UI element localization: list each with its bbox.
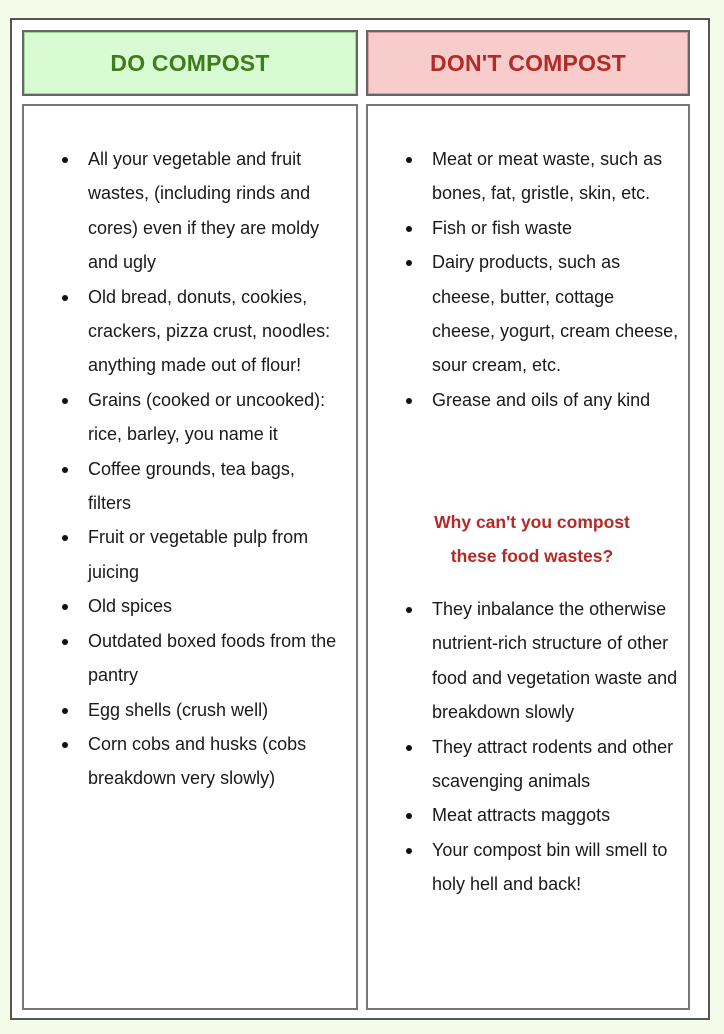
list-item xyxy=(432,245,682,383)
list-item-text: Your compost bin will smell to holy hell and back! xyxy=(432,839,668,895)
list-item xyxy=(432,142,682,211)
list-item-text: Dairy products, such as cheese, butter, cottage cheese, yogurt, cream cheese, sour cream, etc. xyxy=(432,252,679,376)
dont-compost-header: DON'T COMPOST xyxy=(366,30,690,96)
list-item-text: Meat attracts maggots xyxy=(432,805,611,826)
list-item-text: They inbalance the otherwise nutrient-rich structure of other food and vegetation waste and breakdown slowly xyxy=(432,599,678,723)
list-item xyxy=(88,452,338,521)
list-item xyxy=(432,383,682,417)
list-item-text: Meat or meat waste, such as bones, fat, gristle, skin, etc. xyxy=(432,149,663,204)
bullet-icon xyxy=(406,848,412,854)
reasons-list xyxy=(432,592,682,902)
bullet-icon xyxy=(62,398,68,404)
list-item-text: All your vegetable and fruit wastes, (including rinds and cores) even if they are moldy and ugly xyxy=(88,149,320,273)
bullet-icon xyxy=(62,742,68,748)
bullet-icon xyxy=(62,639,68,645)
list-item-text: Old spices xyxy=(88,596,173,617)
list-item-text: Fish or fish waste xyxy=(432,217,573,238)
do-compost-list xyxy=(88,142,338,796)
list-item xyxy=(432,592,682,730)
list-item xyxy=(432,211,682,245)
list-item xyxy=(88,520,338,589)
list-item xyxy=(88,589,338,623)
list-item-text: Outdated boxed foods from the pantry xyxy=(88,630,337,686)
list-item-text: Fruit or vegetable pulp from juicing xyxy=(88,527,309,582)
bullet-icon xyxy=(62,157,68,163)
list-item xyxy=(88,280,338,383)
why-question-heading: Why can't you compost these food wastes? xyxy=(434,512,630,567)
bullet-icon xyxy=(406,398,412,404)
bullet-icon xyxy=(406,157,412,163)
bullet-icon xyxy=(406,226,412,232)
dont-compost-list xyxy=(432,142,682,417)
bullet-icon xyxy=(62,708,68,714)
list-item-text: Coffee grounds, tea bags, filters xyxy=(88,458,295,514)
bullet-icon xyxy=(62,467,68,473)
list-item xyxy=(432,833,682,902)
do-compost-header: DO COMPOST xyxy=(22,30,358,96)
list-item xyxy=(88,727,338,796)
list-item-text: Grains (cooked or uncooked): rice, barley, you name it xyxy=(88,389,326,445)
list-item-text: Old bread, donuts, cookies, crackers, pizza crust, noodles: anything made out of flour! xyxy=(88,286,331,376)
bullet-icon xyxy=(406,745,412,751)
list-item-text: Egg shells (crush well) xyxy=(88,699,269,720)
bullet-icon xyxy=(62,295,68,301)
list-item xyxy=(88,693,338,727)
list-item-text: They attract rodents and other scavenging animals xyxy=(432,736,674,792)
list-item-text: Grease and oils of any kind xyxy=(432,389,651,410)
list-item xyxy=(432,798,682,832)
list-item xyxy=(88,624,338,693)
list-item xyxy=(432,730,682,799)
bullet-icon xyxy=(406,607,412,613)
list-item-text: Corn cobs and husks (cobs breakdown very slowly) xyxy=(88,733,307,789)
list-item xyxy=(88,142,338,280)
list-item xyxy=(88,383,338,452)
